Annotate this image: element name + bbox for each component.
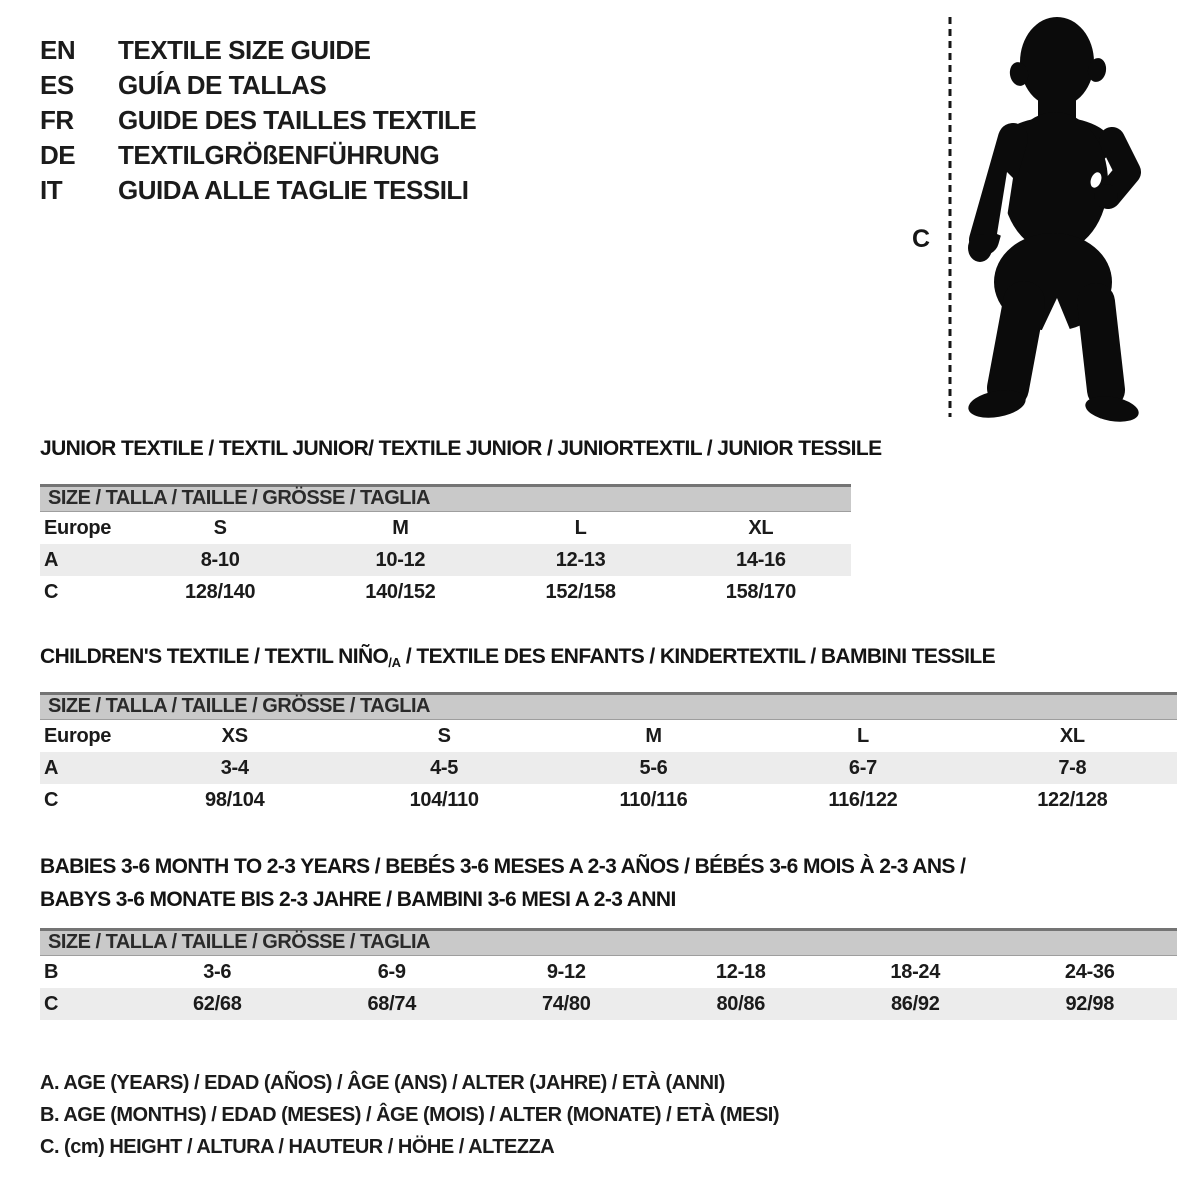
value-cell: 9-12 — [546, 960, 586, 983]
language-row-it — [40, 173, 476, 208]
babies-height-row — [40, 988, 1177, 1020]
size-cell: S — [213, 516, 227, 539]
language-code: ES — [40, 70, 74, 100]
size-cell: XL — [1059, 724, 1085, 747]
measurement-legend — [40, 1072, 779, 1168]
value-cell: 140/152 — [365, 580, 436, 603]
language-row-fr — [40, 103, 476, 138]
babies-size-header: SIZE / TALLA / TAILLE / GRÖSSE / TAGLIA — [40, 928, 1177, 956]
language-title: GUÍA DE TALLAS — [118, 70, 327, 100]
language-row-de — [40, 138, 476, 173]
value-cell: 110/116 — [619, 788, 688, 811]
children-height-row — [40, 784, 1177, 816]
value-cell: 12-18 — [715, 960, 766, 983]
value-cell: 5-6 — [639, 756, 668, 779]
value-cell: 3-6 — [203, 960, 232, 983]
row-label: A — [44, 548, 59, 571]
language-title: TEXTILGRÖßENFÜHRUNG — [118, 140, 440, 170]
value-cell: 14-16 — [736, 548, 786, 571]
toddler-silhouette — [966, 17, 1140, 426]
value-cell: 104/110 — [409, 788, 479, 811]
value-cell: 68/74 — [367, 992, 417, 1015]
language-row-en — [40, 33, 476, 68]
value-cell: 12-13 — [555, 548, 606, 571]
babies-months-row — [40, 956, 1177, 988]
height-measure-label: C — [912, 225, 931, 253]
children-title-text: CHILDREN'S TEXTILE / TEXTIL NIÑO — [40, 645, 389, 668]
value-cell: 62/68 — [192, 992, 242, 1015]
row-label: B — [44, 960, 59, 983]
size-cell: XS — [221, 724, 248, 747]
language-code: FR — [40, 105, 74, 135]
row-label: C — [44, 580, 59, 603]
value-cell: 3-4 — [220, 756, 249, 779]
language-title: TEXTILE SIZE GUIDE — [118, 35, 371, 65]
junior-size-header: SIZE / TALLA / TAILLE / GRÖSSE / TAGLIA — [40, 484, 851, 512]
language-code: IT — [40, 175, 63, 205]
junior-size-table — [40, 484, 851, 608]
children-title-text: / TEXTILE DES ENFANTS / KINDERTEXTIL / BAMBINI TESSILE — [400, 645, 996, 668]
value-cell: 24-36 — [1064, 960, 1115, 983]
region-label: Europe — [44, 724, 112, 747]
size-cell: S — [437, 724, 451, 747]
children-title-subscript: /A — [388, 655, 401, 670]
size-cell: L — [574, 516, 587, 539]
value-cell: 128/140 — [185, 580, 256, 603]
value-cell: 122/128 — [1037, 788, 1108, 811]
junior-section-title: JUNIOR TEXTILE / TEXTIL JUNIOR/ TEXTILE JUNIOR / JUNIORTEXTIL / JUNIOR TESSILE — [40, 437, 882, 460]
size-cell: XL — [748, 516, 774, 539]
value-cell: 8-10 — [200, 548, 240, 571]
value-cell: 158/170 — [725, 580, 796, 603]
language-code: EN — [40, 35, 76, 65]
size-cell: M — [645, 724, 662, 747]
language-list — [40, 33, 476, 208]
language-row-es — [40, 68, 476, 103]
row-label: C — [44, 992, 59, 1015]
language-title: GUIDA ALLE TAGLIE TESSILI — [118, 175, 469, 205]
babies-size-table — [40, 928, 1177, 1020]
size-cell: M — [392, 516, 409, 539]
value-cell: 86/92 — [890, 992, 940, 1015]
row-label: A — [44, 756, 59, 779]
row-label: C — [44, 788, 59, 811]
babies-section-title-line2: BABYS 3-6 MONATE BIS 2-3 JAHRE / BAMBINI 3-6 MESI A 2-3 ANNI — [40, 888, 676, 911]
value-cell: 116/122 — [828, 788, 898, 811]
legend-line-b: B. AGE (MONTHS) / EDAD (MESES) / ÂGE (MOIS) / ALTER (MONATE) / ETÀ (MESI) — [40, 1104, 780, 1126]
junior-europe-row — [40, 512, 851, 544]
baby-silhouette-graphic — [900, 10, 1190, 430]
region-label: Europe — [44, 516, 112, 539]
value-cell: 4-5 — [430, 756, 459, 779]
value-cell: 10-12 — [375, 548, 426, 571]
junior-height-row — [40, 576, 851, 608]
value-cell: 6-7 — [848, 756, 877, 779]
size-cell: L — [856, 724, 869, 747]
children-section-title — [40, 645, 995, 669]
babies-section-title-line1: BABIES 3-6 MONTH TO 2-3 YEARS / BEBÉS 3-6 MESES A 2-3 AÑOS / BÉBÉS 3-6 MOIS À 2-3 ANS / — [40, 855, 966, 878]
value-cell: 7-8 — [1058, 756, 1087, 779]
language-code: DE — [40, 140, 76, 170]
legend-line-c: C. (cm) HEIGHT / ALTURA / HAUTEUR / HÖHE / ALTEZZA — [40, 1136, 555, 1158]
junior-age-row — [40, 544, 851, 576]
value-cell: 18-24 — [890, 960, 941, 983]
value-cell: 98/104 — [205, 788, 265, 811]
legend-line-a: A. AGE (YEARS) / EDAD (AÑOS) / ÂGE (ANS) / ALTER (JAHRE) / ETÀ (ANNI) — [40, 1072, 725, 1094]
baby-height-figure — [900, 10, 1190, 430]
children-europe-row — [40, 720, 1177, 752]
value-cell: 92/98 — [1065, 992, 1115, 1015]
value-cell: 74/80 — [541, 992, 591, 1015]
children-age-row — [40, 752, 1177, 784]
value-cell: 80/86 — [716, 992, 766, 1015]
language-title: GUIDE DES TAILLES TEXTILE — [118, 105, 477, 135]
value-cell: 152/158 — [545, 580, 616, 603]
children-size-table — [40, 692, 1177, 816]
children-size-header: SIZE / TALLA / TAILLE / GRÖSSE / TAGLIA — [40, 692, 1177, 720]
value-cell: 6-9 — [377, 960, 406, 983]
